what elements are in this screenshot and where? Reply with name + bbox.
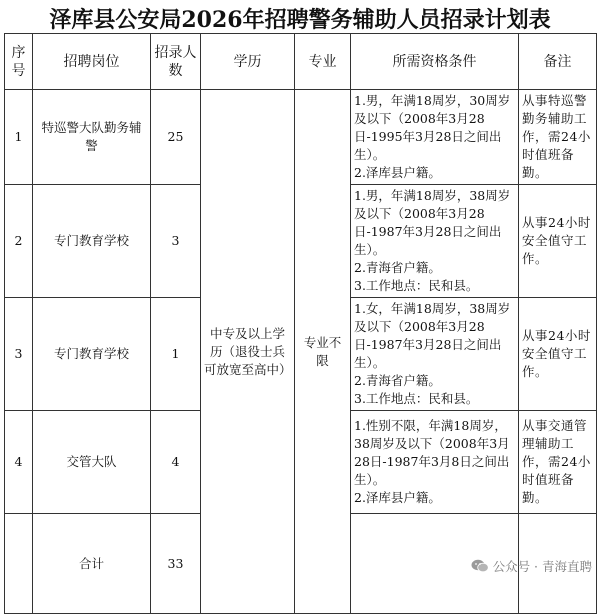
- requirement-line: 3.工作地点：民和县。: [354, 391, 479, 406]
- watermark: [471, 557, 592, 575]
- row-index: 2: [5, 185, 33, 298]
- requirement-line: 2.泽库县户籍。: [354, 165, 441, 180]
- header-notes: 备注: [519, 34, 597, 90]
- wechat-icon: [471, 559, 489, 573]
- total-count: 33: [151, 514, 201, 614]
- page-title: 泽库县公安局2026年招聘警务辅助人员招录计划表: [49, 7, 551, 33]
- row-requirements: [351, 90, 519, 185]
- row-position: 专门教育学校: [33, 185, 151, 298]
- row-position: 特巡警大队勤务辅警: [33, 90, 151, 185]
- header-index: 序号: [5, 34, 33, 90]
- table-row: [5, 90, 597, 185]
- row-index: 4: [5, 411, 33, 514]
- row-count: 1: [151, 298, 201, 411]
- header-count: 招录人数: [151, 34, 201, 90]
- requirement-line: 2.青海省户籍。: [354, 260, 441, 275]
- recruitment-plan-table: [4, 33, 597, 614]
- total-label: 合计: [33, 514, 151, 614]
- row-note: 从事交通管理辅助工作，需24小时值班备勤。: [519, 411, 597, 514]
- row-note: 从事24小时安全值守工作。: [519, 185, 597, 298]
- requirement-line: 1.男，年满18周岁，38周岁及以下（2008年3月28日-1987年3月28日之间出生）。: [354, 188, 511, 257]
- row-count: 25: [151, 90, 201, 185]
- requirement-line: 2.青海省户籍。: [354, 373, 441, 388]
- shared-major: 专业不限: [295, 90, 351, 614]
- row-count: 3: [151, 185, 201, 298]
- header-major: 专业: [295, 34, 351, 90]
- requirement-line: 1.女，年满18周岁，38周岁及以下（2008年3月28日-1987年3月28日之间出生）。: [354, 301, 511, 370]
- requirement-line: 1.性别不限，年满18周岁，38周岁及以下（2008年3月28日-1987年3月8日之间出生）。: [354, 418, 510, 487]
- row-note: 从事特巡警勤务辅助工作，需24小时值班备勤。: [519, 90, 597, 185]
- total-index: [5, 514, 33, 614]
- header-requirements: 所需资格条件: [351, 34, 519, 90]
- header-education: 学历: [201, 34, 295, 90]
- row-index: 3: [5, 298, 33, 411]
- row-requirements: [351, 185, 519, 298]
- row-note: 从事24小时安全值守工作。: [519, 298, 597, 411]
- header-position: 招聘岗位: [33, 34, 151, 90]
- row-index: 1: [5, 90, 33, 185]
- row-requirements: [351, 298, 519, 411]
- requirement-line: 3.工作地点：民和县。: [354, 278, 479, 293]
- requirement-line: 2.泽库县户籍。: [354, 490, 441, 505]
- watermark-text: 公众号 · 青海直聘: [492, 559, 592, 574]
- requirement-line: 1.男，年满18周岁，30周岁及以下（2008年3月28日-1995年3月28日之间出生）。: [354, 93, 511, 162]
- shared-education: 中专及以上学历（退役士兵可放宽至高中）: [201, 90, 295, 614]
- row-count: 4: [151, 411, 201, 514]
- row-position: 交管大队: [33, 411, 151, 514]
- row-position: 专门教育学校: [33, 298, 151, 411]
- row-requirements: [351, 411, 519, 514]
- table-header-row: [5, 34, 597, 90]
